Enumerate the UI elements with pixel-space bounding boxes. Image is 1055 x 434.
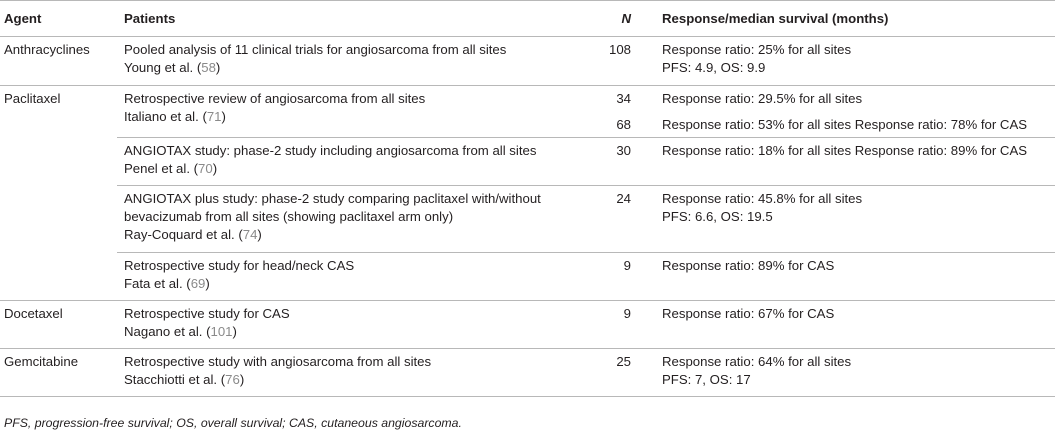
table-row <box>0 37 1055 86</box>
n-cell: 108 <box>591 37 640 86</box>
n-cell: 30 <box>591 138 640 186</box>
response-cell: Response ratio: 25% for all sites PFS: 4.9, OS: 9.9 <box>640 37 1055 86</box>
citation: Ray-Coquard et al. (74) <box>124 227 262 242</box>
n-cell: 24 <box>591 186 640 253</box>
citation: Fata et al. (69) <box>124 276 210 291</box>
reference-link[interactable]: 74 <box>242 227 258 242</box>
response-cell: Response ratio: 29.5% for all sites <box>662 91 863 106</box>
table-row <box>0 253 1055 301</box>
citation: Stacchiotti et al. (76) <box>124 372 245 387</box>
n-cell: 25 <box>591 349 640 397</box>
table-row <box>0 86 1055 116</box>
patients-cell <box>117 86 591 138</box>
agent-cell: Paclitaxel <box>0 86 117 301</box>
reference-link[interactable]: 76 <box>225 372 240 387</box>
citation: Penel et al. (70) <box>124 161 218 176</box>
table-row <box>0 138 1055 186</box>
reference-link[interactable]: 69 <box>190 276 206 291</box>
agent-cell: Docetaxel <box>0 301 117 349</box>
citation: Italiano et al. (71) <box>124 109 226 124</box>
study-description: Retrospective study for CAS <box>124 306 290 321</box>
table-row <box>0 349 1055 397</box>
citation: Nagano et al. (101) <box>124 324 237 339</box>
table-row <box>0 186 1055 253</box>
header-agent: Agent <box>0 1 117 37</box>
patients-cell <box>117 186 591 253</box>
table-footnote: PFS, progression-free survival; OS, overall survival; CAS, cutaneous angiosarcoma. <box>4 416 462 430</box>
header-response: Response/median survival (months) <box>640 1 1055 37</box>
study-description: bevacizumab from all sites (showing paclitaxel arm only) <box>124 209 454 224</box>
reference-link[interactable]: 70 <box>198 161 213 176</box>
study-description: ANGIOTAX plus study: phase-2 study comparing paclitaxel with/without <box>124 191 541 206</box>
response-cell: Response ratio: 18% for all sites Response ratio: 89% for CAS <box>640 138 1055 186</box>
response-cell: Response ratio: 64% for all sites PFS: 7, OS: 17 <box>640 349 1055 397</box>
patients-cell <box>117 253 591 301</box>
study-description: Retrospective review of angiosarcoma from all sites <box>124 91 426 106</box>
n-cell: 68 <box>591 116 640 138</box>
table-row <box>0 301 1055 349</box>
reference-link[interactable]: 71 <box>206 109 222 124</box>
n-cell: 9 <box>591 301 640 349</box>
patients-cell <box>117 37 591 86</box>
agent-cell: Anthracyclines <box>0 37 117 86</box>
response-cell: Response ratio: 89% for CAS <box>640 253 1055 301</box>
n-cell: 34 <box>616 91 631 106</box>
agent-cell: Gemcitabine <box>0 349 117 397</box>
citation: Young et al. (58) <box>124 60 221 75</box>
patients-cell <box>117 301 591 349</box>
header-patients: Patients <box>117 1 591 37</box>
response-cell: Response ratio: 67% for CAS <box>640 301 1055 349</box>
patients-cell <box>117 349 591 397</box>
n-cell: 9 <box>591 253 640 301</box>
study-description: Pooled analysis of 11 clinical trials for angiosarcoma from all sites <box>124 42 507 57</box>
reference-link[interactable]: 58 <box>201 60 216 75</box>
study-description: Retrospective study for head/neck CAS <box>124 258 355 273</box>
study-description: ANGIOTAX study: phase-2 study including angiosarcoma from all sites <box>124 143 537 158</box>
patients-cell <box>117 138 591 186</box>
reference-link[interactable]: 101 <box>210 324 233 339</box>
header-n: N <box>591 1 640 37</box>
study-description: Retrospective study with angiosarcoma from all sites <box>124 354 432 369</box>
response-cell: Response ratio: 45.8% for all sites PFS: 6.6, OS: 19.5 <box>640 186 1055 253</box>
response-cell: Response ratio: 53% for all sites Response ratio: 78% for CAS <box>640 116 1055 138</box>
header-row <box>0 1 1055 37</box>
